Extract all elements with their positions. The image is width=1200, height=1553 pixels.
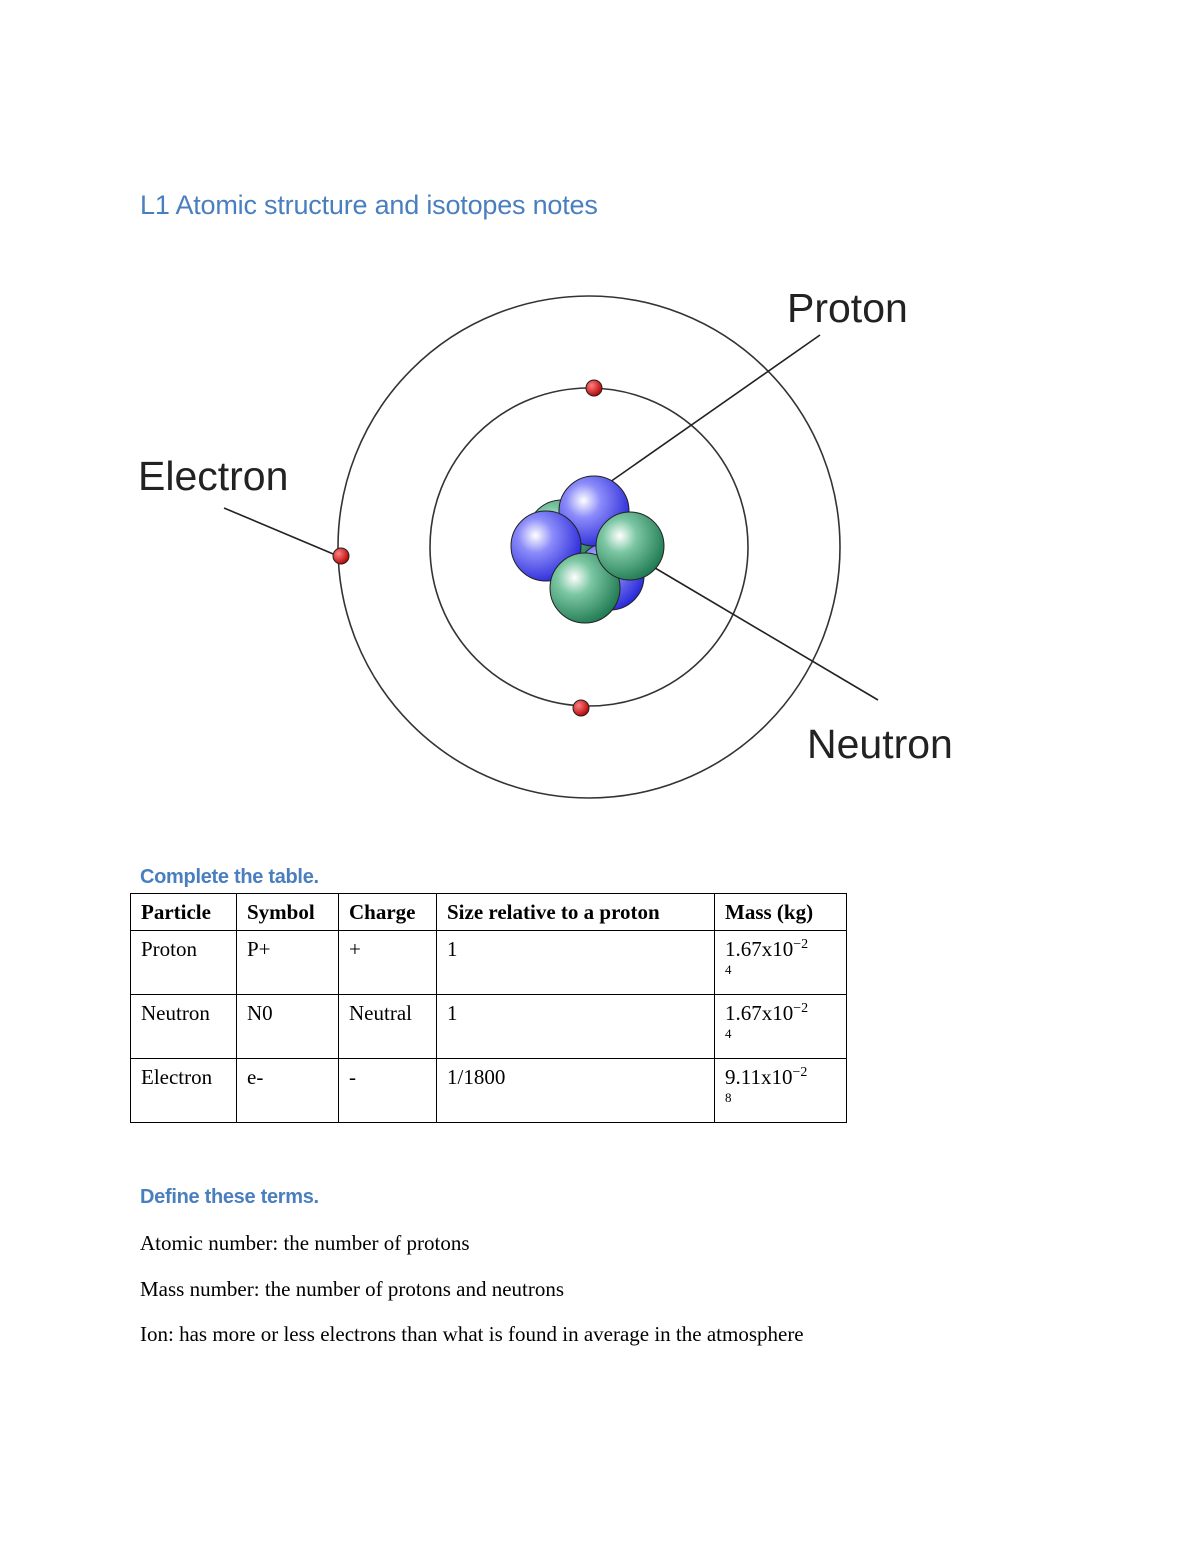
- particle-table: [130, 893, 847, 1123]
- symbol-cell: N0: [237, 995, 339, 1059]
- definition-atomic-number: Atomic number: the number of protons: [140, 1231, 470, 1255]
- mass-exponent: −2: [793, 1001, 809, 1016]
- table-section-heading: Complete the table.: [140, 866, 319, 888]
- mass-exponent: −2: [793, 937, 809, 952]
- charge-cell: Neutral: [339, 995, 437, 1059]
- mass-cell: [715, 1059, 847, 1123]
- charge-cell: +: [339, 931, 437, 995]
- mass-base: 1.67x10: [725, 937, 794, 961]
- size-cell: 1/1800: [437, 1059, 715, 1123]
- definitions-section-heading: Define these terms.: [140, 1186, 319, 1208]
- table-row: [131, 995, 847, 1059]
- mass-exponent-tail: 4: [725, 962, 732, 977]
- page-title: L1 Atomic structure and isotopes notes: [140, 190, 598, 220]
- definition-mass-number: Mass number: the number of protons and neutrons: [140, 1277, 565, 1301]
- mass-exponent: −2: [792, 1065, 808, 1080]
- proton-pointer-line: [610, 335, 820, 482]
- column-header-mass: Mass (kg): [715, 894, 847, 931]
- definition-ion: Ion: has more or less electrons than what is found in average in the atmosphere: [140, 1322, 804, 1346]
- neutron-label: Neutron: [807, 721, 953, 767]
- particle-cell: Proton: [131, 931, 237, 995]
- particle-cell: Neutron: [131, 995, 237, 1059]
- size-cell: 1: [437, 931, 715, 995]
- particle-cell: Electron: [131, 1059, 237, 1123]
- electron-particle: [573, 700, 589, 716]
- symbol-cell: P+: [237, 931, 339, 995]
- proton-label: Proton: [787, 285, 908, 331]
- mass-exponent-tail: 8: [725, 1090, 732, 1105]
- electron-particle: [333, 548, 349, 564]
- mass-base: 9.11x10: [725, 1065, 793, 1089]
- electron-pointer-line: [224, 508, 338, 556]
- nucleus: [511, 476, 664, 623]
- neutron-particle: [596, 512, 664, 580]
- electron-label: Electron: [138, 453, 289, 499]
- atom-diagram: [120, 270, 1000, 830]
- column-header-particle: Particle: [131, 894, 237, 931]
- mass-cell: [715, 931, 847, 995]
- neutron-pointer-line: [650, 565, 878, 700]
- table-row: [131, 931, 847, 995]
- mass-exponent-tail: 4: [725, 1026, 732, 1041]
- symbol-cell: e-: [237, 1059, 339, 1123]
- table-header-row: [131, 894, 847, 931]
- mass-base: 1.67x10: [725, 1001, 794, 1025]
- charge-cell: -: [339, 1059, 437, 1123]
- column-header-charge: Charge: [339, 894, 437, 931]
- column-header-size: Size relative to a proton: [437, 894, 715, 931]
- table-row: [131, 1059, 847, 1123]
- size-cell: 1: [437, 995, 715, 1059]
- column-header-symbol: Symbol: [237, 894, 339, 931]
- electron-particle: [586, 380, 602, 396]
- mass-cell: [715, 995, 847, 1059]
